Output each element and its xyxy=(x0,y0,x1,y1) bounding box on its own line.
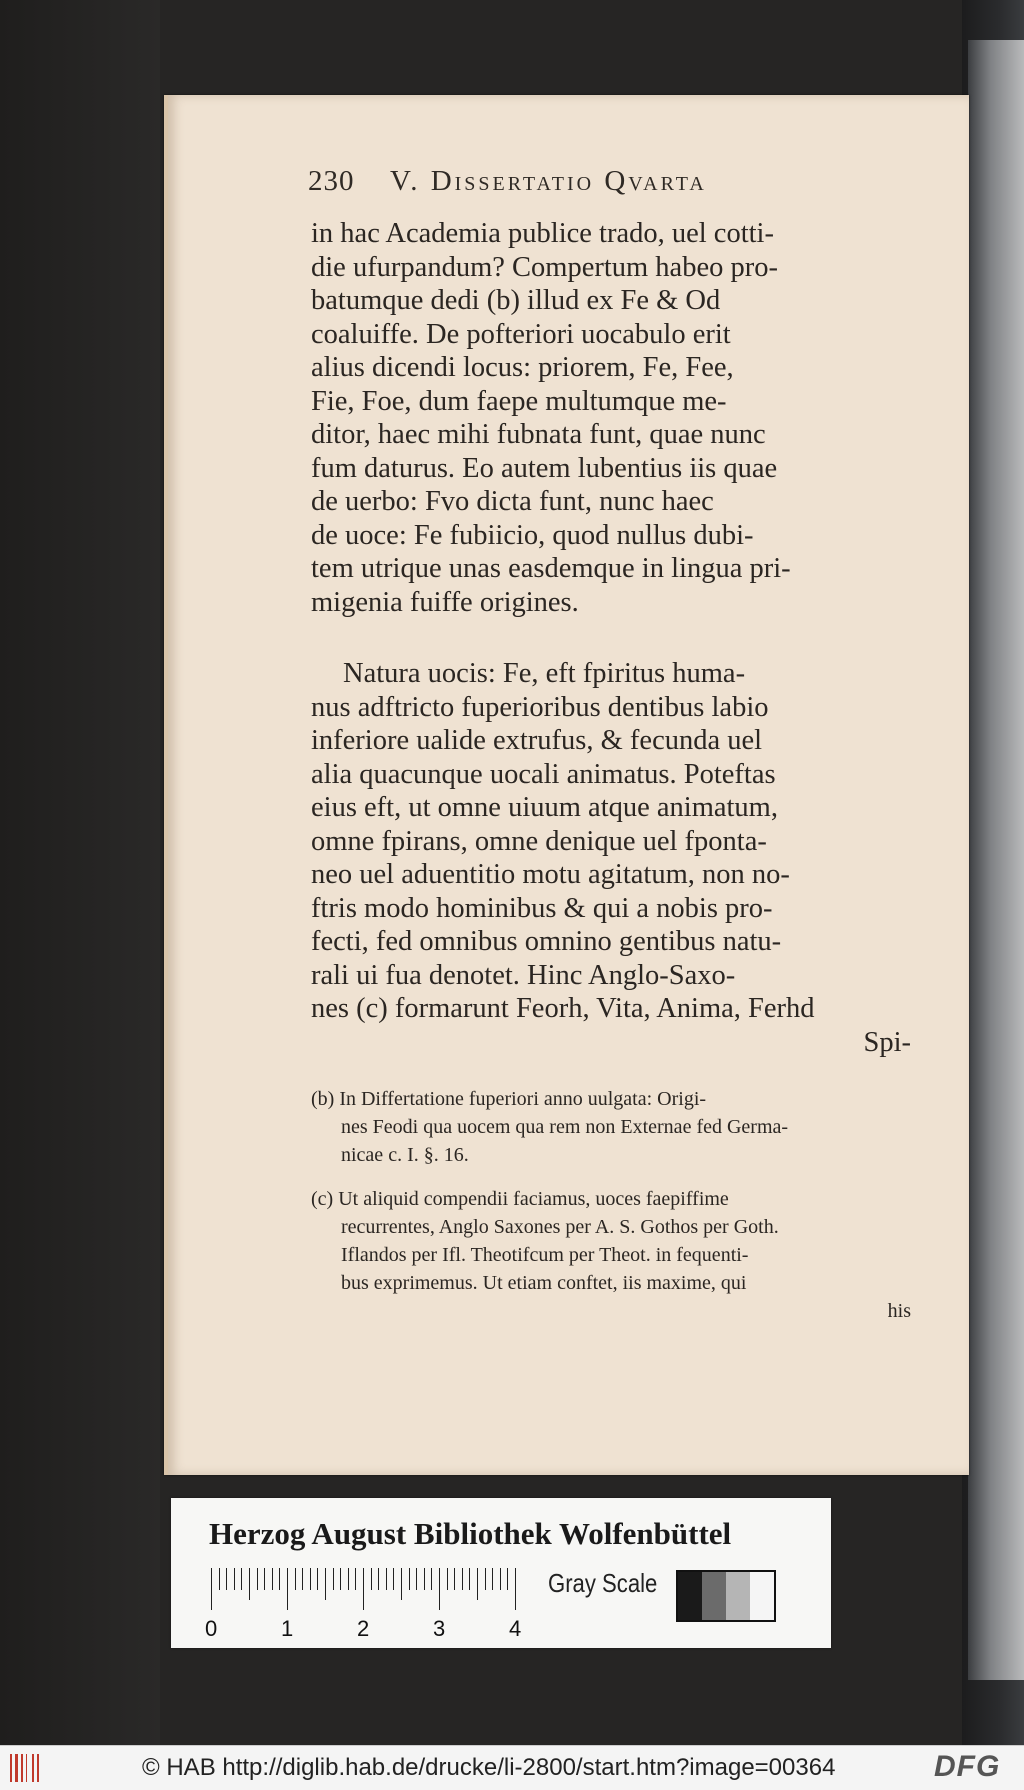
text-line: fecti, fed omnibus omnino gentibus natu- xyxy=(311,926,782,957)
ruler-tick xyxy=(492,1568,493,1590)
ruler-tick xyxy=(211,1568,212,1610)
ruler-tick xyxy=(241,1568,242,1590)
ruler-tick xyxy=(226,1568,227,1590)
gray-swatch xyxy=(678,1572,702,1620)
ruler-tick xyxy=(424,1568,425,1590)
ruler-tick xyxy=(363,1568,364,1610)
ruler-tick xyxy=(348,1568,349,1590)
text-line: omne fpirans, omne denique uel fponta- xyxy=(311,825,767,857)
ruler-tick xyxy=(355,1568,356,1590)
dfg-logo: DFG xyxy=(934,1750,1001,1783)
ruler-label: 4 xyxy=(509,1616,522,1641)
ruler-tick xyxy=(264,1568,265,1590)
footnote-catchword: his xyxy=(887,1300,911,1322)
color-scale-card xyxy=(171,1498,831,1648)
text-line: inferiore ualide extrufus, & fecunda uel xyxy=(311,725,763,756)
ruler-tick xyxy=(393,1568,394,1590)
ruler-tick xyxy=(257,1568,258,1590)
ruler-tick xyxy=(378,1568,379,1590)
barcode-bar xyxy=(37,1754,39,1782)
text-line: alia quacunque uocali animatus. Poteftas xyxy=(311,758,776,790)
footer-bar xyxy=(0,1745,1024,1790)
footnote-line: nes Feodi qua uocem qua rem non Externae fed Germa- xyxy=(341,1116,789,1138)
text-line: neo uel aduentitio motu agitatum, non no- xyxy=(311,859,790,890)
ruler-tick xyxy=(469,1568,470,1590)
gray-swatch xyxy=(750,1572,774,1620)
text-line: rali ui fua denotet. Hinc Anglo-Saxo- xyxy=(311,959,736,991)
barcode-bar xyxy=(26,1754,27,1782)
ruler-tick xyxy=(485,1568,486,1590)
ruler-scale xyxy=(211,1568,531,1610)
ruler-tick xyxy=(219,1568,220,1590)
ruler-tick xyxy=(302,1568,303,1590)
footnote-line: recurrentes, Anglo Saxones per A. S. Gothos per Goth. xyxy=(341,1216,779,1238)
footnote-b xyxy=(311,1085,911,1169)
ruler-tick xyxy=(249,1568,250,1600)
ruler-tick xyxy=(325,1568,326,1600)
hab-barcode-logo-icon xyxy=(10,1754,48,1782)
footnote-line: (b) In Differtatione fuperiori anno uulgata: Origi- xyxy=(311,1088,707,1110)
ruler-tick xyxy=(317,1568,318,1590)
ruler-tick xyxy=(386,1568,387,1590)
ruler-label: 1 xyxy=(281,1616,294,1641)
ruler-tick xyxy=(272,1568,273,1590)
ruler-tick xyxy=(447,1568,448,1590)
ruler-tick xyxy=(234,1568,235,1590)
ruler-tick xyxy=(462,1568,463,1590)
footnote-line: bus exprimemus. Ut etiam conftet, iis maxime, qui xyxy=(341,1272,747,1294)
text-line: de uerbo: Fvo dicta funt, nunc haec xyxy=(311,486,714,517)
text-line: Fie, Foe, dum faepe multumque me- xyxy=(311,385,727,417)
running-title: V. Dissertatio Qvarta xyxy=(390,165,707,197)
barcode-bar xyxy=(32,1754,34,1782)
barcode-bar xyxy=(15,1754,18,1782)
catchword: Spi- xyxy=(863,1026,911,1058)
running-header xyxy=(308,165,908,205)
ruler-label: 3 xyxy=(433,1616,446,1641)
gray-swatch xyxy=(726,1572,750,1620)
ruler-tick xyxy=(295,1568,296,1590)
text-line: Natura uocis: Fe, eft fpiritus huma- xyxy=(343,658,746,689)
gray-swatch xyxy=(702,1572,726,1620)
text-line: eius eft, ut omne uiuum atque animatum, xyxy=(311,792,778,823)
ruler-tick xyxy=(310,1568,311,1590)
ruler-tick xyxy=(287,1568,288,1610)
footnote-line: (c) Ut aliquid compendii faciamus, uoces faepiffime xyxy=(311,1188,729,1210)
paragraph-2 xyxy=(311,657,911,1059)
text-line: tem utrique unas easdemque in lingua pri- xyxy=(311,553,791,584)
ruler-tick xyxy=(409,1568,410,1590)
text-line: nes (c) formarunt Feorh, Vita, Anima, Ferhd xyxy=(311,993,815,1024)
adjacent-page-edge xyxy=(968,40,1024,1680)
barcode-bar xyxy=(10,1754,12,1782)
paragraph-1 xyxy=(311,217,911,619)
ruler-label: 2 xyxy=(357,1616,370,1641)
scan-background-left xyxy=(0,0,160,1745)
ruler-label: 0 xyxy=(205,1616,218,1641)
ruler-tick xyxy=(515,1568,516,1610)
ruler-labels xyxy=(205,1616,525,1642)
ruler-tick xyxy=(340,1568,341,1590)
book-page xyxy=(164,95,969,1475)
ruler-tick xyxy=(439,1568,440,1610)
footnote-line: nicae c. I. §. 16. xyxy=(341,1144,469,1166)
ruler-tick xyxy=(401,1568,402,1600)
text-line: die ufurpandum? Compertum habeo pro- xyxy=(311,251,778,283)
page-number: 230 xyxy=(308,165,355,197)
text-line: ditor, haec mihi fubnata funt, quae nunc xyxy=(311,419,766,450)
ruler-tick xyxy=(279,1568,280,1590)
text-line: alius dicendi locus: priorem, Fe, Fee, xyxy=(311,352,734,383)
footnote-line: Iflandos per Ifl. Theotifcum per Theot. in fequenti- xyxy=(341,1244,749,1266)
barcode-bar xyxy=(21,1754,23,1782)
ruler-tick xyxy=(333,1568,334,1590)
text-line: ftris modo hominibus & qui a nobis pro- xyxy=(311,892,773,924)
ruler-tick xyxy=(431,1568,432,1590)
text-line: batumque dedi (b) illud ex Fe & Od xyxy=(311,285,721,316)
text-line: fum daturus. Eo autem lubentius iis quae xyxy=(311,452,778,484)
text-line: coaluiffe. De pofteriori uocabulo erit xyxy=(311,318,731,350)
text-line: in hac Academia publice trado, uel cotti- xyxy=(311,218,774,249)
ruler-tick xyxy=(416,1568,417,1590)
footnote-c xyxy=(311,1185,911,1325)
text-line: de uoce: Fe fubiicio, quod nullus dubi- xyxy=(311,519,754,551)
gray-scale-label: Gray Scale xyxy=(548,1568,658,1598)
ruler-tick xyxy=(500,1568,501,1590)
ruler-tick xyxy=(454,1568,455,1590)
copyright-link[interactable]: © HAB http://diglib.hab.de/drucke/li-2800/start.htm?image=00364 xyxy=(142,1754,836,1781)
gray-scale-swatches xyxy=(676,1570,776,1622)
ruler-tick xyxy=(507,1568,508,1590)
institution-name: Herzog August Bibliothek Wolfenbüttel xyxy=(209,1516,732,1551)
ruler-tick xyxy=(371,1568,372,1590)
ruler-tick xyxy=(477,1568,478,1600)
text-line: nus adftricto fuperioribus dentibus labio xyxy=(311,691,769,723)
text-line: migenia fuiffe origines. xyxy=(311,586,579,618)
